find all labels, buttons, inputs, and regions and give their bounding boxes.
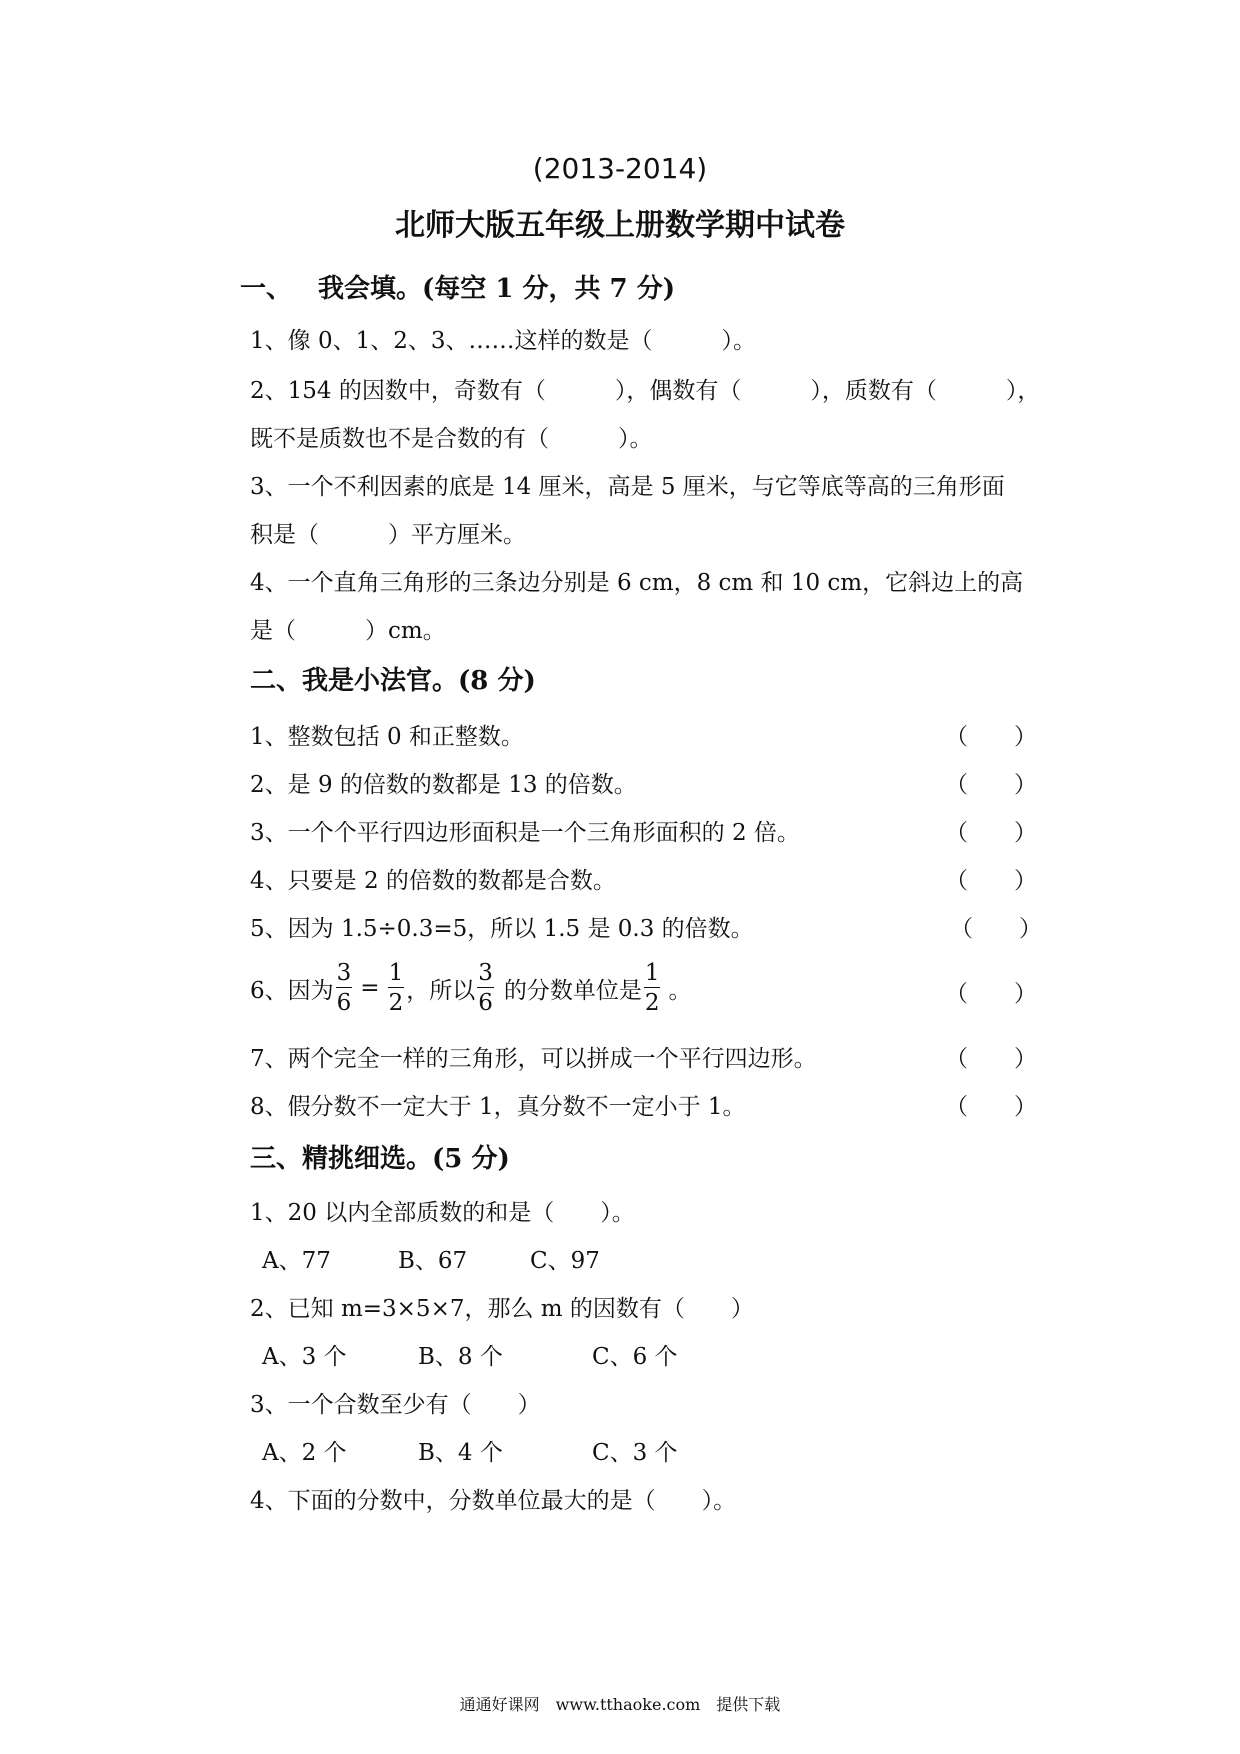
s1-question-4-line2: 是（ ）cm。 (250, 618, 446, 644)
s2-answer-mark-4: （ ） (945, 868, 1037, 894)
s2-item-4: 4、只要是 2 的倍数的数都是合数。 (250, 868, 616, 894)
s2-answer-mark-3: （ ） (945, 820, 1037, 846)
s2-answer-mark-8: （ ） (945, 1094, 1037, 1120)
section2-heading: 二、我是小法官。(8 分) (250, 666, 536, 696)
fraction-numerator: 1 (388, 959, 404, 986)
q6-mid2: 的分数单位是 (503, 977, 642, 1004)
s2-item-1: 1、整数包括 0 和正整数。 (250, 724, 524, 750)
s3-q3-option-b: B、4 个 (418, 1440, 503, 1466)
q6-mid: ，所以 (406, 977, 476, 1004)
exam-year: (2013-2014) (532, 152, 708, 185)
s2-answer-mark-6: （ ） (945, 981, 1037, 1007)
s1-question-3-line2: 积是（ ）平方厘米。 (250, 522, 526, 548)
s2-item-2: 2、是 9 的倍数的数都是 13 的倍数。 (250, 772, 637, 798)
s3-q3-option-a: A、2 个 (262, 1440, 347, 1466)
s3-q2-option-a: A、3 个 (262, 1344, 347, 1370)
fraction-denominator: 2 (388, 989, 404, 1016)
q6-prefix: 6、因为 (250, 977, 334, 1004)
s2-item-3: 3、一个个平行四边形面积是一个三角形面积的 2 倍。 (250, 820, 800, 846)
section1-number: 一、 (240, 274, 293, 304)
fraction-numerator: 1 (644, 959, 660, 986)
s3-q2-option-c: C、6 个 (592, 1344, 678, 1370)
s3-q1-option-b: B、67 (398, 1248, 468, 1274)
s3-q2-option-b: B、8 个 (418, 1344, 503, 1370)
fraction-1-2 (644, 959, 661, 1016)
s1-question-1: 1、像 0、1、2、3、……这样的数是（ ）。 (250, 328, 756, 354)
fraction-3-6 (477, 959, 494, 1016)
fraction-numerator: 3 (478, 959, 493, 986)
s2-answer-mark-7: （ ） (945, 1046, 1037, 1072)
fraction-3-6 (336, 959, 353, 1016)
s2-answer-mark-1: （ ） (945, 724, 1037, 750)
s1-question-2-line2: 既不是质数也不是合数的有（ ）。 (250, 426, 653, 452)
s3-question-1: 1、20 以内全部质数的和是（ ）。 (250, 1200, 635, 1226)
s3-question-3: 3、一个合数至少有（ ） (250, 1392, 541, 1418)
s2-item-7: 7、两个完全一样的三角形，可以拼成一个平行四边形。 (250, 1046, 817, 1072)
s3-question-2: 2、已知 m=3×5×7，那么 m 的因数有（ ） (250, 1296, 754, 1322)
fraction-1-2 (388, 959, 405, 1016)
s3-q1-option-a: A、77 (262, 1248, 331, 1274)
fraction-denominator: 2 (644, 989, 660, 1016)
fraction-denominator: 6 (336, 989, 352, 1016)
exam-title: 北师大版五年级上册数学期中试卷 (395, 208, 845, 243)
q6-equals: = (360, 975, 380, 1001)
s3-q3-option-c: C、3 个 (592, 1440, 678, 1466)
s2-item-8: 8、假分数不一定大于 1，真分数不一定小于 1。 (250, 1094, 746, 1120)
s2-item-6 (250, 958, 691, 1018)
fraction-numerator: 3 (336, 959, 352, 986)
s2-answer-mark-5: （ ） (950, 916, 1042, 942)
section1-heading: 我会填。(每空 1 分，共 7 分) (318, 274, 675, 304)
q6-end: 。 (668, 977, 692, 1004)
footer-source-text: 通通好课网 www.tthaoke.com 提供下载 (459, 1695, 781, 1714)
s1-question-3-line1: 3、一个不利因素的底是 14 厘米，高是 5 厘米，与它等底等高的三角形面 (250, 474, 1005, 500)
s3-question-4: 4、下面的分数中，分数单位最大的是（ ）。 (250, 1488, 737, 1514)
fraction-denominator: 6 (478, 989, 493, 1016)
s2-answer-mark-2: （ ） (945, 772, 1037, 798)
s2-item-5: 5、因为 1.5÷0.3=5，所以 1.5 是 0.3 的倍数。 (250, 916, 754, 942)
s1-question-4-line1: 4、一个直角三角形的三条边分别是 6 cm，8 cm 和 10 cm，它斜边上的高 (250, 570, 1024, 596)
s3-q1-option-c: C、97 (530, 1248, 600, 1274)
s1-question-2-line1: 2、154 的因数中，奇数有（ ），偶数有（ ），质数有（ ）， (250, 378, 1041, 404)
section3-heading: 三、精挑细选。(5 分) (250, 1144, 510, 1174)
